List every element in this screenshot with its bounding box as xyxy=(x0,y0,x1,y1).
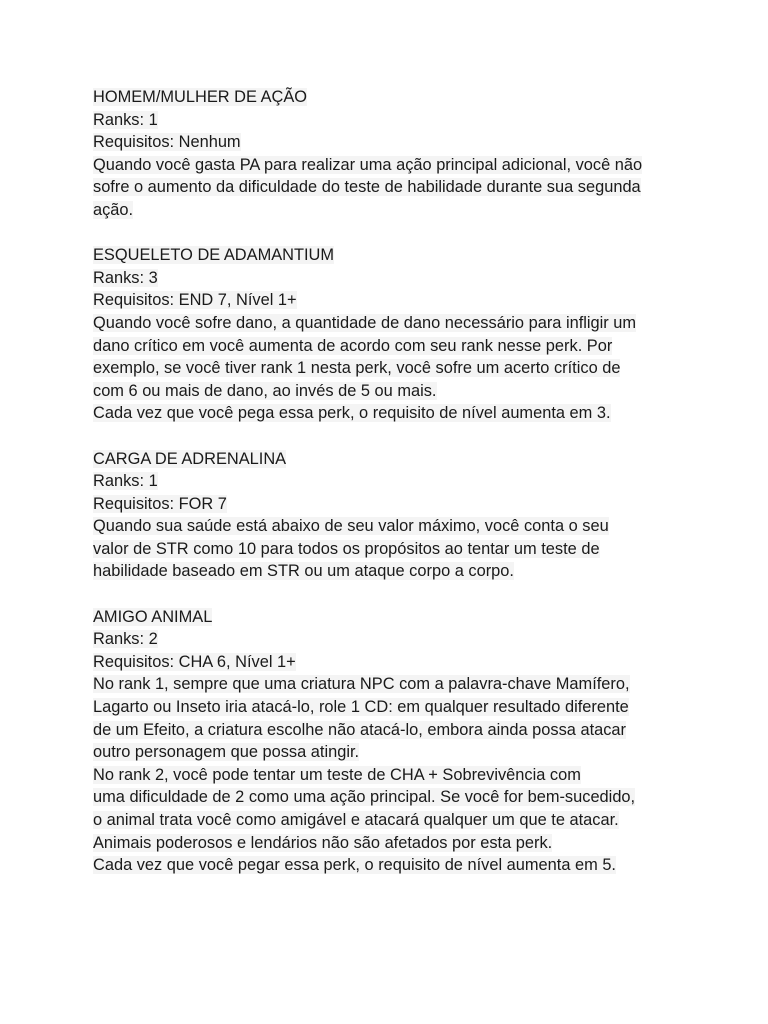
perk-title: ESQUELETO DE ADAMANTIUM xyxy=(93,246,335,265)
perk-description-line: dano crítico em você aumenta de acordo com seu rank nesse perk. Por xyxy=(93,336,613,355)
perk-description-line: de um Efeito, a criatura escolhe não atacá-lo, embora ainda possa atacar xyxy=(93,720,627,739)
perk-description-line: sofre o aumento da dificuldade do teste de habilidade durante sua segunda xyxy=(93,178,641,197)
perk-ranks: Ranks: 1 xyxy=(93,110,158,129)
perk-ranks: Ranks: 2 xyxy=(93,630,158,649)
perk-description-line: exemplo, se você tiver rank 1 nesta perk, você sofre um acerto crítico de xyxy=(93,359,621,378)
perk-carga-de-adrenalina xyxy=(93,448,753,584)
perk-esqueleto-de-adamantium xyxy=(93,244,753,425)
perk-description-line: ação. xyxy=(93,200,134,219)
perk-description-line: Animais poderosos e lendários não são afetados por esta perk. xyxy=(93,833,553,852)
perk-title: HOMEM/MULHER DE AÇÃO xyxy=(93,88,308,106)
perk-description-line: valor de STR como 10 para todos os propósitos ao tentar um teste de xyxy=(93,539,600,558)
document-page xyxy=(93,86,753,899)
perk-description-line: uma dificuldade de 2 como uma ação principal. Se você for bem-sucedido, xyxy=(93,788,636,807)
perk-requirements: Requisitos: Nenhum xyxy=(93,133,241,152)
perk-description-line: Quando sua saúde está abaixo de seu valor máximo, você conta o seu xyxy=(93,517,609,536)
perk-ranks: Ranks: 1 xyxy=(93,472,158,491)
perk-requirements: Requisitos: CHA 6, Nível 1+ xyxy=(93,652,296,671)
perk-description-line: No rank 1, sempre que uma criatura NPC com a palavra-chave Mamífero, xyxy=(93,675,630,694)
perk-description-line: o animal trata você como amigável e atacará qualquer um que te atacar. xyxy=(93,811,619,829)
perk-requirements: Requisitos: END 7, Nível 1+ xyxy=(93,291,297,310)
perk-description-line: Quando você sofre dano, a quantidade de dano necessário para infligir um xyxy=(93,313,637,332)
perk-description-line: Cada vez que você pega essa perk, o requisito de nível aumenta em 3. xyxy=(93,404,611,423)
perk-homem-mulher-de-acao xyxy=(93,86,753,222)
perk-amigo-animal xyxy=(93,606,753,877)
perk-requirements: Requisitos: FOR 7 xyxy=(93,494,227,513)
perk-ranks: Ranks: 3 xyxy=(93,268,158,287)
perk-description-line: Lagarto ou Inseto iria atacá-lo, role 1 CD: em qualquer resultado diferente xyxy=(93,698,629,717)
perk-description-line: com 6 ou mais de dano, ao invés de 5 ou mais. xyxy=(93,381,437,400)
perk-title: CARGA DE ADRENALINA xyxy=(93,449,287,468)
perk-description-line: Cada vez que você pegar essa perk, o requisito de nível aumenta em 5. xyxy=(93,856,616,875)
perk-description-line: Quando você gasta PA para realizar uma ação principal adicional, você não xyxy=(93,155,643,174)
perk-description-line: outro personagem que possa atingir. xyxy=(93,743,360,762)
perk-description-line: habilidade baseado em STR ou um ataque corpo a corpo. xyxy=(93,562,514,581)
perk-title: AMIGO ANIMAL xyxy=(93,607,213,626)
perk-description-line: No rank 2, você pode tentar um teste de CHA + Sobrevivência com xyxy=(93,765,581,784)
